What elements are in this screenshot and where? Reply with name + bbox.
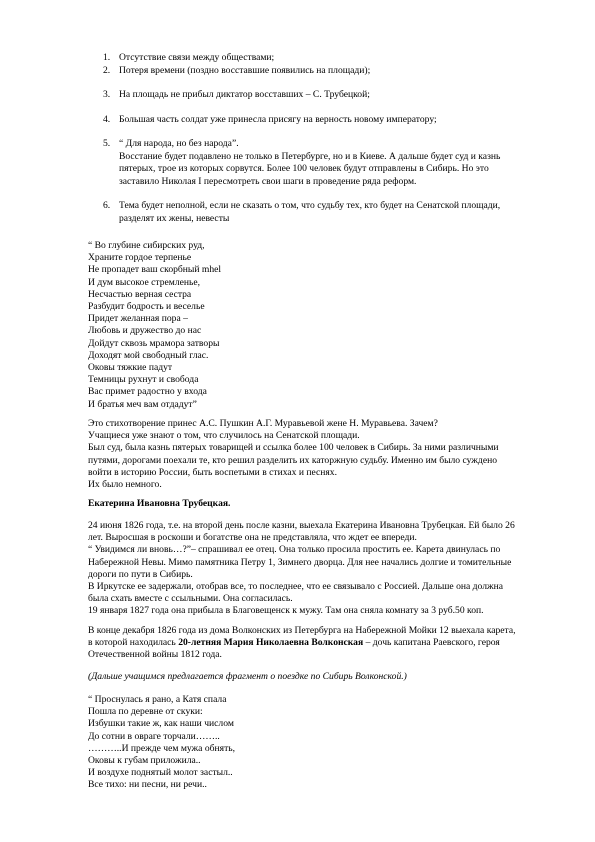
note-text: (Дальше учащимся предлагается фрагмент о поездке по Сибирь Волконской.) — [88, 671, 407, 682]
paragraph-line: путями, дорогами поехали те, кто решил разделить их каторжную судьбу. Именно им было суждено — [88, 454, 498, 466]
list-item — [88, 200, 558, 225]
list-number: 2. — [103, 64, 111, 76]
list-text: “ Для народа, но без народа”. — [119, 138, 239, 149]
list-item — [88, 114, 558, 127]
poem-line: Разбудит бодрость и веселье — [88, 301, 205, 313]
paragraph-line: 19 января 1827 года она прибыла в Благовещенск к мужу. Там она сняла комнату за 3 руб.50 коп. — [88, 605, 484, 617]
volkonskaya-paragraph — [88, 625, 558, 662]
poem-line: До сотни в овраге торчали…….. — [88, 730, 220, 742]
paragraph-line: Это стихотворение принес А.С. Пушкин А.Г. Муравьевой жене Н. Муравьева. Зачем? — [88, 418, 438, 429]
poem-line: ………..И прежде чем мужа обнять, — [88, 742, 236, 754]
reasons-list — [88, 52, 558, 225]
poem-nekrasov — [88, 694, 558, 792]
paragraph-line: войти в историю России, быть воспетыми в стихах и песнях. — [88, 466, 338, 478]
poem-pushkin — [88, 240, 558, 411]
poem-line: Несчастью верная сестра — [88, 288, 192, 300]
poem-line: Придет желанная пора – — [88, 313, 188, 325]
paragraph-line: Отечественной войны 1812 года. — [88, 649, 222, 661]
paragraph-line — [88, 637, 558, 649]
poem-line: Все тихо: ни песни, ни речи.. — [88, 779, 207, 791]
paragraph-line: “ Увидимся ли вновь…?”– спрашивал ее отец. Она только просила простить ее. Карета двинулась по — [88, 544, 501, 556]
poem-line: Пошла по деревне от скуки: — [88, 706, 203, 718]
poem-line: Доходят мой свободный глас. — [88, 349, 209, 361]
list-text: На площадь не прибыл диктатор восставших – С. Трубецкой; — [119, 89, 370, 100]
highlighted-name: 20-летняя Мария Николаевна Волконская — [178, 637, 364, 649]
list-number: 1. — [103, 52, 111, 63]
section-heading: Екатерина Ивановна Трубецкая. — [88, 498, 231, 509]
poem-line: Оковы тяжкие падут — [88, 362, 173, 374]
paragraph-line: 24 июня 1826 года, т.е. на второй день после казни, выехала Екатерина Ивановна Трубецкая. Ей было 26 — [88, 520, 515, 531]
poem-line: Любовь и дружество до нас — [88, 325, 202, 337]
list-text: Тема будет неполной, если не сказать о том, что судьбу тех, кто будет на Сенатской площади, — [119, 200, 501, 211]
poem-line: Храните гордое терпенье — [88, 252, 192, 264]
list-number: 4. — [103, 113, 111, 125]
paragraph-line: дороги по пути в Сибирь. — [88, 568, 193, 580]
poem-line: “ Во глубине сибирских руд, — [88, 240, 205, 251]
list-text: Восстание будет подавлено не только в Петербурге, но и в Киеве. А дальше будет суд и казнь — [119, 150, 501, 162]
poem-line: Не пропадет ваш скорбный mhel — [88, 264, 222, 276]
paragraph-line: Набережной Невы. Мимо памятника Петру 1, Зимнего дворца. Для нее начались долгие и томительные — [88, 556, 512, 568]
list-number: 6. — [103, 200, 111, 211]
poem-line: И воздухе поднятый молот застыл.. — [88, 767, 233, 779]
trubetskaya-paragraph — [88, 520, 558, 618]
list-text: Потеря времени (поздно восставшие появились на площади); — [119, 64, 371, 76]
paragraph-line: Был суд, была казнь пятерых товарищей и ссылка более 100 человек в Сибирь. За ними различными — [88, 442, 499, 454]
poem-line: Темницы рухнут и свобода — [88, 374, 199, 386]
list-text: разделят их жены, невесты — [119, 212, 230, 224]
text-run: в которой находилась — [88, 637, 179, 649]
poem-line: Оковы к губам приложила.. — [88, 755, 201, 767]
intro-paragraph — [88, 418, 558, 491]
paragraph-line: Учащиеся уже знают о том, что случилось на Сенатской площади. — [88, 430, 360, 442]
poem-line: “ Проснулась я рано, а Катя спала — [88, 694, 227, 705]
paragraph-line: В Иркутске ее задержали, отобрав все, то последнее, что ее связывало с Россией. Дальше она должна — [88, 581, 504, 593]
paragraph-line: была схать вместе с ссыльными. Она согласилась. — [88, 593, 293, 605]
list-item — [88, 65, 558, 78]
poem-line: И братья меч вам отдадут” — [88, 398, 197, 410]
paragraph-line: лет. Выросшая в роскоши и богатстве она не представляла, что ждет ее впереди. — [88, 532, 417, 544]
list-text: Отсутствие связи между обществами; — [119, 52, 275, 63]
poem-line: Избушки такие ж, как наши числом — [88, 718, 234, 730]
list-item — [88, 89, 558, 102]
poem-line: Дойдут сквозь мрамора затворы — [88, 337, 220, 349]
text-run: – дочь капитана Раевского, героя — [363, 637, 500, 649]
list-item — [88, 138, 558, 188]
list-number: 5. — [103, 138, 111, 149]
list-text: Большая часть солдат уже принесла присягу на верность новому императору; — [119, 113, 437, 125]
paragraph-line: В конце декабря 1826 года из дома Волконских из Петербурга на Набережной Мойки 12 выехала карета, — [88, 625, 516, 636]
poem-line: Вас примет радостно у входа — [88, 386, 207, 398]
poem-line: И дум высокое стремленье, — [88, 276, 201, 288]
paragraph-line: Их было немного. — [88, 479, 162, 491]
list-number: 3. — [103, 89, 111, 100]
list-text: пятерых, трое из которых сорвутся. Более 100 человек будут отправлены в Сибирь. Но это — [119, 163, 489, 174]
list-item — [88, 52, 558, 65]
list-text: заставило Николая I пересмотреть свои шаги в проведение ряда реформ. — [119, 175, 417, 187]
